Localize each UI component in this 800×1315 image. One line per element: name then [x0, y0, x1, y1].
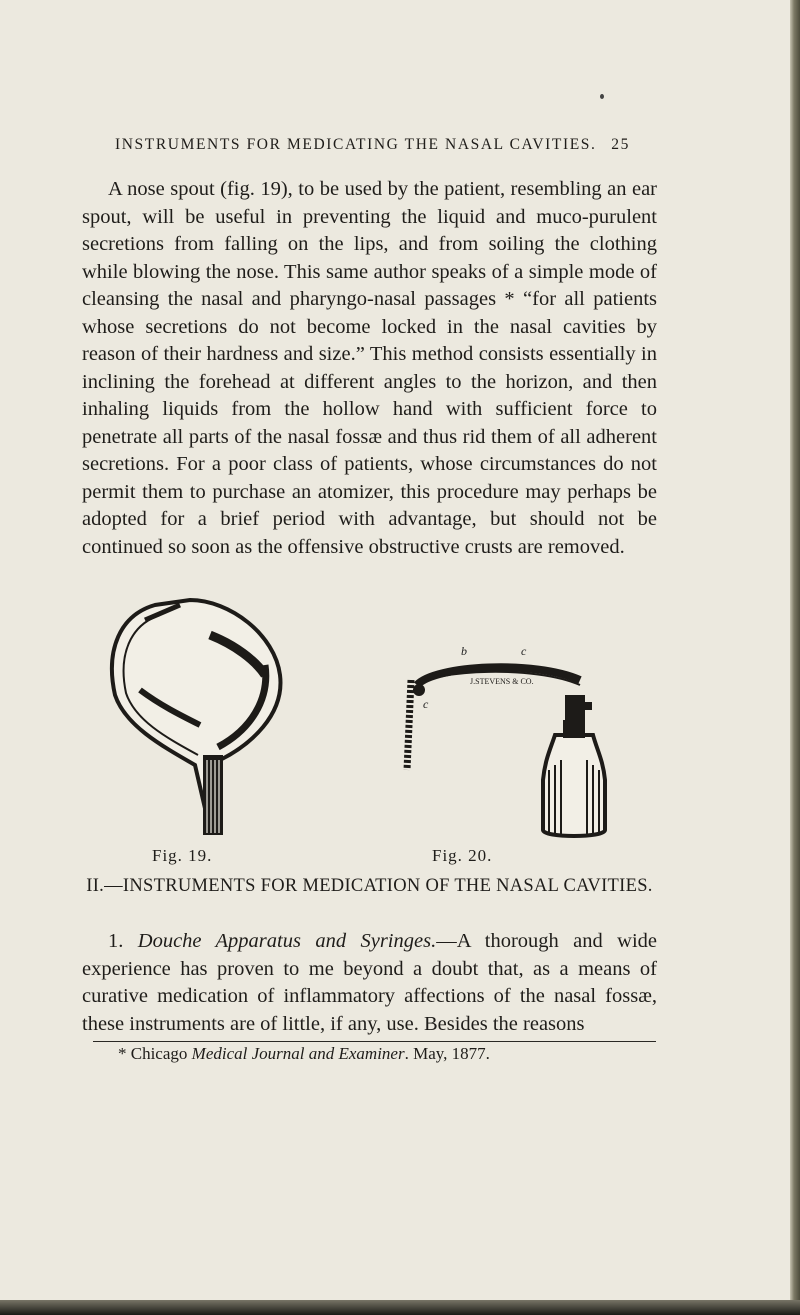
- fig-20-douche-bottle-illustration: [375, 640, 615, 840]
- header-title: INSTRUMENTS FOR MEDICATING THE NASAL CAVITIES.: [115, 136, 597, 153]
- item-text: —A thorough and wide experience has proven to me beyond a doubt that, as a means of curative medication of inflammatory affections of the nasal fossæ, these instruments are of little, if any, use. Besides the reasons: [82, 930, 657, 1035]
- section-paragraph: [82, 928, 657, 1038]
- fig-20-caption: Fig. 20.: [432, 846, 493, 865]
- section-heading: II.—INSTRUMENTS FOR MEDICATION OF THE NASAL CAVITIES.: [86, 876, 653, 896]
- footnote-marker: * Chicago: [118, 1044, 192, 1063]
- paragraph-1: A nose spout (fig. 19), to be used by the patient, resembling an ear spout, will be useful in preventing the liquid and muco-purulent secretions from falling on the lips, and from soiling the clothing while blowing the nose. This same author speaks of a simple mode of cleansing the nasal and pharyngo-nasal passages * “for all patients whose secretions do not become locked in the nasal cavities by reason of their hardness and size.” This method consists essentially in inclining the forehead at different angles to the horizon, and then inhaling liquids from the hollow hand with sufficient force to penetrate all parts of the nasal fossæ and thus rid them of all adherent secretions. For a poor class of patients, whose circumstances do not permit them to purchase an atomizer, this procedure may perhaps be adopted for a brief period with advantage, but should not be continued so soon as the offensive obstructive crusts are removed.: [82, 178, 657, 558]
- fig20-label-c-top: c: [521, 644, 527, 658]
- fig20-maker-mark: J.STEVENS & CO.: [470, 677, 534, 686]
- book-spine-edge: [790, 0, 800, 1315]
- page-number: 25: [611, 136, 630, 153]
- footnote-date: . May, 1877.: [404, 1044, 490, 1063]
- fig-19-nose-spout-illustration: [100, 595, 300, 845]
- item-title: Douche Apparatus and Syringes.: [137, 930, 437, 952]
- bottom-shadow-edge: [0, 1300, 800, 1315]
- fig20-label-b: b: [461, 644, 467, 658]
- fig20-label-c-inner: c: [423, 697, 429, 711]
- running-header: [115, 136, 630, 154]
- fig-19-caption: Fig. 19.: [152, 846, 213, 865]
- footnote-rule: [93, 1041, 656, 1042]
- footnote: [118, 1044, 658, 1064]
- ink-speck: [600, 94, 604, 99]
- item-number: 1.: [108, 930, 124, 952]
- footnote-journal: Medical Journal and Examiner: [191, 1044, 405, 1063]
- main-paragraph: [82, 176, 657, 561]
